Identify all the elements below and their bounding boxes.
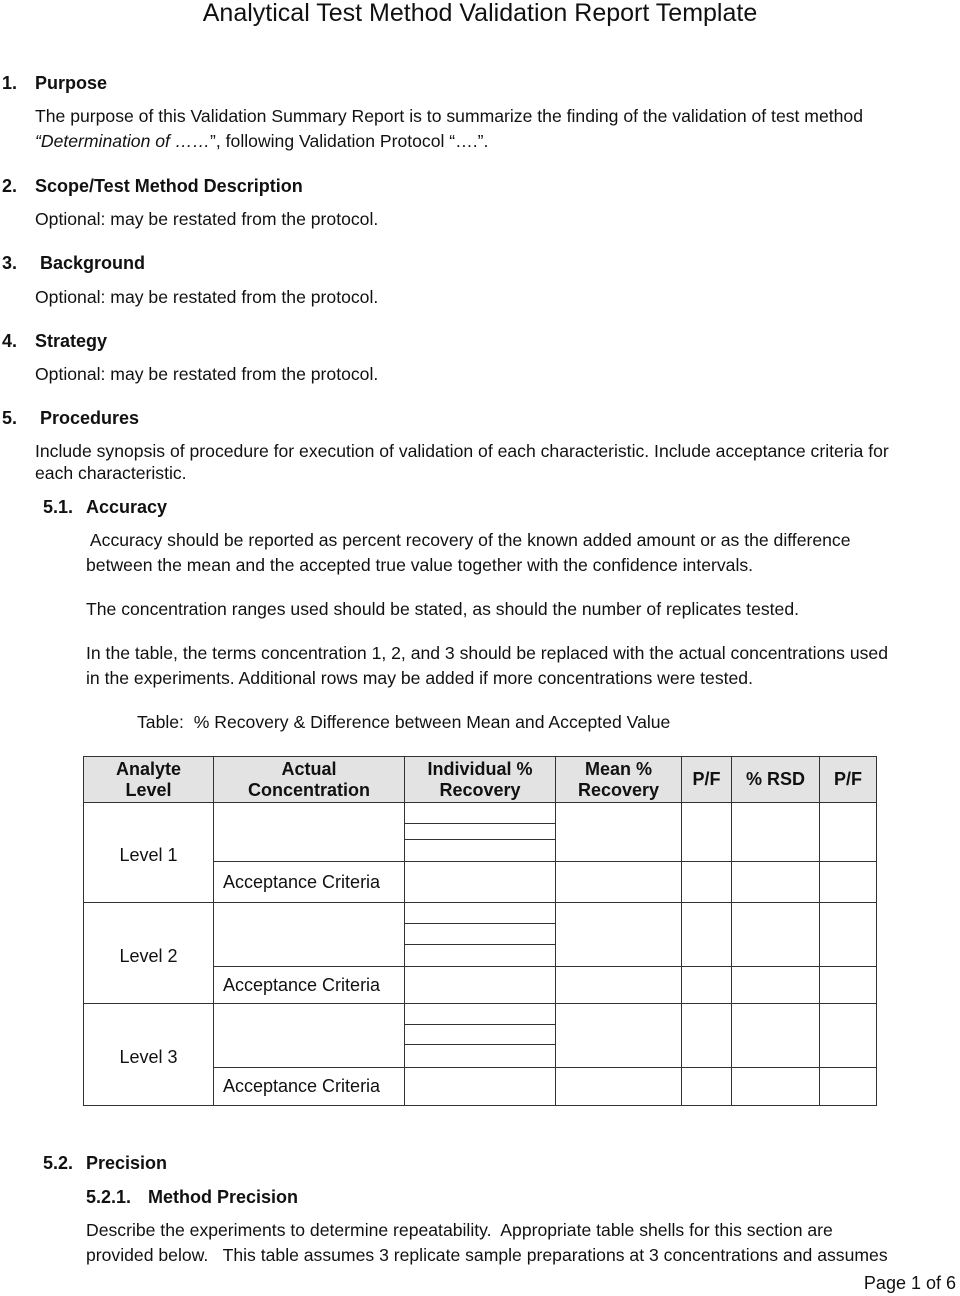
- header-actual-concentration: Actual Concentration: [214, 757, 405, 803]
- criteria-cell[interactable]: [405, 967, 556, 1004]
- method-precision-text-line-1: Describe the experiments to determine repeatability. Appropriate table shells for this section are: [86, 1220, 833, 1240]
- mean-recovery-cell[interactable]: [556, 803, 682, 862]
- accuracy-table-note-line-2: in the experiments. Additional rows may be added if more concentrations were tested.: [86, 668, 753, 688]
- header-individual-recovery: Individual % Recovery: [405, 757, 556, 803]
- rsd-cell[interactable]: [732, 903, 820, 967]
- criteria-cell[interactable]: [556, 967, 682, 1004]
- section-5-2-1-heading: [86, 1186, 298, 1208]
- procedures-text-line-1: Include synopsis of procedure for execution of validation of each characteristic. Include acceptance criteria for: [35, 441, 889, 461]
- criteria-cell[interactable]: [405, 1068, 556, 1106]
- pass-fail-cell[interactable]: [820, 903, 877, 967]
- section-number: 2.: [2, 176, 18, 196]
- accuracy-text-line-2: between the mean and the accepted true value together with the confidence intervals.: [86, 555, 754, 575]
- pass-fail-cell[interactable]: [682, 903, 732, 967]
- section-title: Purpose: [35, 73, 108, 93]
- criteria-cell[interactable]: [820, 967, 877, 1004]
- section-title: Precision: [86, 1153, 168, 1173]
- level-cell: Level 3: [84, 1004, 214, 1106]
- section-number: 3.: [2, 253, 18, 273]
- section-3-heading: [2, 252, 145, 274]
- section-1-heading: [2, 72, 107, 94]
- individual-recovery-cell[interactable]: [405, 803, 556, 824]
- section-title: Method Precision: [148, 1187, 299, 1207]
- actual-concentration-cell[interactable]: [214, 803, 405, 862]
- protocol-reference: ”, following Validation Protocol “….”.: [210, 131, 489, 151]
- accuracy-text-line-1: Accuracy should be reported as percent recovery of the known added amount or as the difference: [86, 530, 851, 550]
- level-cell: Level 1: [84, 803, 214, 903]
- purpose-text-line-2: [35, 130, 488, 152]
- individual-recovery-cell[interactable]: [405, 945, 556, 967]
- strategy-text: Optional: may be restated from the protocol.: [35, 364, 379, 384]
- header-rsd: % RSD: [732, 757, 820, 803]
- criteria-cell[interactable]: [405, 862, 556, 903]
- criteria-cell[interactable]: [682, 862, 732, 903]
- actual-concentration-cell[interactable]: [214, 903, 405, 967]
- section-title: Scope/Test Method Description: [35, 176, 303, 196]
- section-title: Background: [40, 253, 146, 273]
- table-row: [84, 903, 877, 924]
- table-header-row: [84, 757, 877, 803]
- criteria-cell[interactable]: [820, 862, 877, 903]
- acceptance-criteria-label: Acceptance Criteria: [214, 862, 405, 903]
- section-number: 5.: [2, 408, 18, 428]
- procedures-text-line-2: each characteristic.: [35, 463, 187, 483]
- background-text: Optional: may be restated from the protocol.: [35, 287, 379, 307]
- section-number: 5.2.1.: [86, 1187, 132, 1207]
- individual-recovery-cell[interactable]: [405, 1045, 556, 1068]
- individual-recovery-cell[interactable]: [405, 824, 556, 840]
- individual-recovery-cell[interactable]: [405, 924, 556, 945]
- section-5-1-heading: [43, 496, 167, 518]
- pass-fail-cell[interactable]: [820, 803, 877, 862]
- section-number: 4.: [2, 331, 18, 351]
- section-5-heading: [2, 407, 139, 429]
- acceptance-criteria-label: Acceptance Criteria: [214, 1068, 405, 1106]
- pass-fail-cell[interactable]: [820, 1004, 877, 1068]
- criteria-cell[interactable]: [682, 967, 732, 1004]
- acceptance-criteria-label: Acceptance Criteria: [214, 967, 405, 1004]
- header-mean-recovery: Mean % Recovery: [556, 757, 682, 803]
- section-title: Accuracy: [86, 497, 168, 517]
- pass-fail-cell[interactable]: [682, 1004, 732, 1068]
- criteria-cell[interactable]: [556, 862, 682, 903]
- mean-recovery-cell[interactable]: [556, 1004, 682, 1068]
- page-number: Page 1 of 6: [863, 1273, 956, 1293]
- purpose-text-line-1: The purpose of this Validation Summary Report is to summarize the finding of the validation of test method: [35, 106, 863, 126]
- header-pass-fail-1: P/F: [682, 757, 732, 803]
- section-number: 5.1.: [43, 497, 74, 517]
- section-number: 1.: [2, 73, 18, 93]
- level-cell: Level 2: [84, 903, 214, 1004]
- section-2-heading: [2, 175, 303, 197]
- criteria-cell[interactable]: [682, 1068, 732, 1106]
- actual-concentration-cell[interactable]: [214, 1004, 405, 1068]
- criteria-cell[interactable]: [732, 1068, 820, 1106]
- individual-recovery-cell[interactable]: [405, 1004, 556, 1025]
- header-analyte-level: Analyte Level: [84, 757, 214, 803]
- table-row: [84, 803, 877, 824]
- section-number: 5.2.: [43, 1153, 74, 1173]
- mean-recovery-cell[interactable]: [556, 903, 682, 967]
- header-pass-fail-2: P/F: [820, 757, 877, 803]
- table-caption: Table: % Recovery & Difference between Mean and Accepted Value: [137, 712, 671, 732]
- section-title: Procedures: [40, 408, 140, 428]
- criteria-cell[interactable]: [556, 1068, 682, 1106]
- rsd-cell[interactable]: [732, 1004, 820, 1068]
- accuracy-table-note-line-1: In the table, the terms concentration 1, 2, and 3 should be replaced with the actual concentrations used: [86, 643, 889, 663]
- accuracy-table: [83, 756, 877, 1106]
- individual-recovery-cell[interactable]: [405, 903, 556, 924]
- individual-recovery-cell[interactable]: [405, 840, 556, 862]
- criteria-cell[interactable]: [820, 1068, 877, 1106]
- table-row: [84, 1004, 877, 1025]
- document-title: Analytical Test Method Validation Report Template: [202, 0, 758, 27]
- method-name: “Determination of ……: [35, 131, 211, 151]
- section-4-heading: [2, 330, 107, 352]
- pass-fail-cell[interactable]: [682, 803, 732, 862]
- accuracy-concentration-text: The concentration ranges used should be stated, as should the number of replicates tested.: [86, 599, 799, 619]
- criteria-cell[interactable]: [732, 862, 820, 903]
- rsd-cell[interactable]: [732, 803, 820, 862]
- criteria-cell[interactable]: [732, 967, 820, 1004]
- section-5-2-heading: [43, 1152, 167, 1174]
- individual-recovery-cell[interactable]: [405, 1025, 556, 1045]
- section-title: Strategy: [35, 331, 108, 351]
- method-precision-text-line-2: provided below. This table assumes 3 replicate sample preparations at 3 concentrations and assumes: [86, 1245, 888, 1265]
- scope-text: Optional: may be restated from the protocol.: [35, 209, 379, 229]
